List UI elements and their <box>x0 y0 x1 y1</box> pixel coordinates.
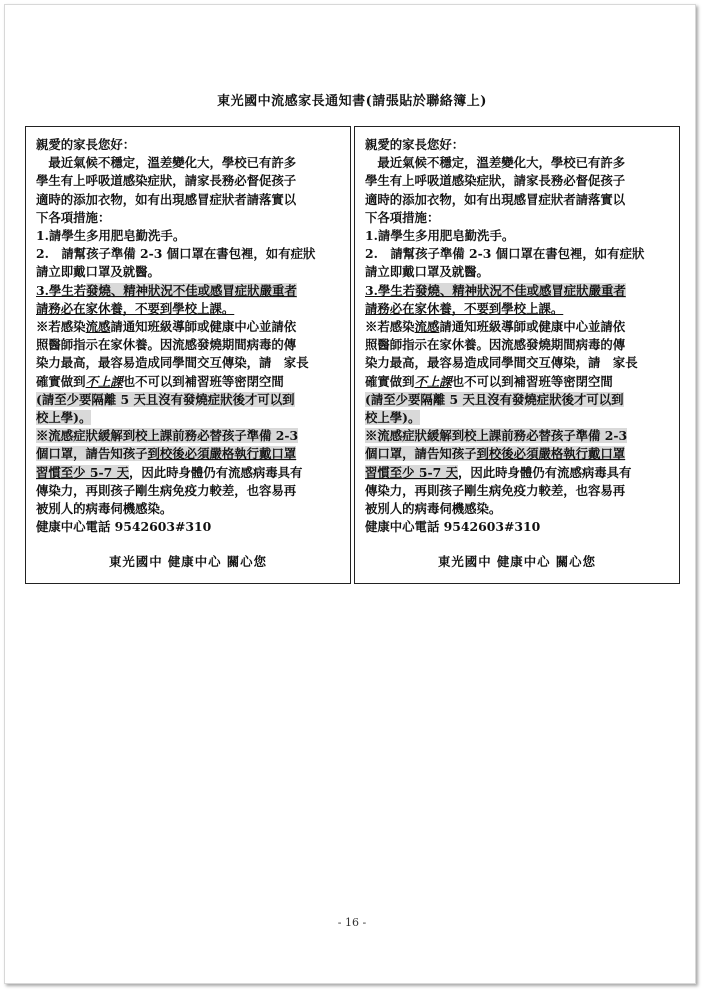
highlighted-text: ※流感症狀緩解到校上課前務必替孩子準備 2-3 <box>365 428 628 444</box>
page-number: - 16 - <box>337 916 367 929</box>
note-line: 染力最高，最容易造成同學間交互傳染，請 家長 <box>365 355 638 371</box>
note-line <box>365 445 671 463</box>
highlighted-underlined-text: 到校後必須嚴格執行戴口罩 <box>147 446 297 462</box>
note-text: 也不可以到補習班等密閉空間 <box>451 373 613 389</box>
highlighted-underlined-text: 習慣至少 5-7 天 <box>36 464 129 480</box>
highlighted-text: 校上學)。 <box>36 410 92 426</box>
greeting: 親愛的家長您好： <box>36 137 136 152</box>
highlighted-text: 發燒、精神狀況不佳或感冒症狀嚴重者 <box>86 282 297 298</box>
note-line: 染力最高，最容易造成同學間交互傳染，請 家長 <box>36 355 309 371</box>
signature: 東光國中 健康中心 關心您 <box>438 553 596 569</box>
highlighted-underlined-text: 到校後必須嚴格執行戴口罩 <box>476 446 626 462</box>
signature: 東光國中 健康中心 關心您 <box>109 553 267 569</box>
paragraph-line: 下各項措施： <box>36 209 111 225</box>
paragraph-line: 適時的添加衣物，如有出現感冒症狀者請落實以 <box>36 191 297 207</box>
note-text: ，因此時身體仍有流感病毒具有 <box>457 464 632 480</box>
note-line <box>365 391 671 409</box>
paragraph-line: 最近氣候不穩定，溫差變化大，學校已有許多 <box>365 155 626 171</box>
note-1 <box>365 318 671 336</box>
paragraph-line: 適時的添加衣物，如有出現感冒症狀者請落實以 <box>365 191 626 207</box>
note-line <box>36 391 342 409</box>
measure-item-3 <box>365 282 671 300</box>
note-line <box>365 373 671 391</box>
note-line: 照醫師指示在家休養。因流感發燒期間病毒的傳 <box>36 337 297 353</box>
measure-item-2: 2. 請幫孩子準備 2-3 個口罩在書包裡，如有症狀 <box>36 246 316 262</box>
note-text: 也不可以到補習班等密閉空間 <box>122 373 284 389</box>
health-center-phone: 健康中心電話 9542603#310 <box>36 519 212 535</box>
highlighted-text: (請至少要隔離 5 天且沒有發燒症狀後才可以到 <box>36 391 295 407</box>
note-text: 請通知班級導師或健康中心並請依 <box>110 319 297 335</box>
note-line: 傳染力，再則孩子剛生病免疫力較差，也容易再 <box>36 482 297 498</box>
emphasis-text: 不上課 <box>85 373 123 389</box>
note-line <box>365 464 671 482</box>
note-1 <box>36 318 342 336</box>
note-text: ※若感染 <box>36 319 86 335</box>
document-title: 東光國中流感家長通知書(請張貼於聯絡簿上) <box>217 94 487 109</box>
note-line <box>36 373 342 391</box>
measure-text: 3.學生若 <box>365 282 416 298</box>
note-2 <box>36 427 342 445</box>
measure-item-2-cont: 請立即戴口罩及就醫。 <box>36 264 160 280</box>
paragraph-line: 學生有上呼吸道感染症狀，請家長務必督促孩子 <box>36 173 297 189</box>
health-center-phone: 健康中心電話 9542603#310 <box>365 519 541 535</box>
note-text: ※若感染 <box>365 319 415 335</box>
note-2 <box>365 427 671 445</box>
emphasis-text: 不上課 <box>414 373 452 389</box>
note-line: 被別人的病毒伺機感染。 <box>36 501 173 517</box>
note-text: 確實做到 <box>36 373 86 389</box>
measure-item-3-cont: 請務必在家休養，不要到學校上課。 <box>36 300 235 316</box>
measure-item-1: 1.請學生多用肥皂勤洗手。 <box>365 228 515 244</box>
notice-card-right <box>354 126 680 584</box>
note-text: 確實做到 <box>365 373 415 389</box>
paragraph-line: 下各項措施： <box>365 209 440 225</box>
note-line <box>36 445 342 463</box>
highlighted-text: 校上學)。 <box>365 410 421 426</box>
highlighted-underlined-text: 習慣至少 5-7 天 <box>365 464 458 480</box>
note-text: ，因此時身體仍有流感病毒具有 <box>128 464 303 480</box>
note-line <box>365 409 671 427</box>
measure-item-3-cont: 請務必在家休養，不要到學校上課。 <box>365 300 564 316</box>
measure-item-1: 1.請學生多用肥皂勤洗手。 <box>36 228 186 244</box>
note-line: 傳染力，再則孩子剛生病免疫力較差，也容易再 <box>365 482 626 498</box>
notice-card-left <box>25 126 351 584</box>
note-line: 照醫師指示在家休養。因流感發燒期間病毒的傳 <box>365 337 626 353</box>
note-line <box>36 409 342 427</box>
highlighted-text: ※流感症狀緩解到校上課前務必替孩子準備 2-3 <box>36 428 299 444</box>
highlighted-text: 發燒、精神狀況不佳或感冒症狀嚴重者 <box>415 282 626 298</box>
paragraph-line: 學生有上呼吸道感染症狀，請家長務必督促孩子 <box>365 173 626 189</box>
highlighted-text: 個口罩，請告知孩子 <box>365 446 477 462</box>
highlighted-text: (請至少要隔離 5 天且沒有發燒症狀後才可以到 <box>365 391 624 407</box>
measure-text: 3.學生若 <box>36 282 87 298</box>
note-text: 請通知班級導師或健康中心並請依 <box>439 319 626 335</box>
measure-item-2: 2. 請幫孩子準備 2-3 個口罩在書包裡，如有症狀 <box>365 246 645 262</box>
highlighted-text: 個口罩，請告知孩子 <box>36 446 148 462</box>
underlined-text: 流感 <box>85 319 111 335</box>
note-line: 被別人的病毒伺機感染。 <box>365 501 502 517</box>
greeting: 親愛的家長您好： <box>365 137 465 152</box>
measure-item-3 <box>36 282 342 300</box>
note-line <box>36 464 342 482</box>
measure-item-2-cont: 請立即戴口罩及就醫。 <box>365 264 489 280</box>
paragraph-line: 最近氣候不穩定，溫差變化大，學校已有許多 <box>36 155 297 171</box>
underlined-text: 流感 <box>414 319 440 335</box>
